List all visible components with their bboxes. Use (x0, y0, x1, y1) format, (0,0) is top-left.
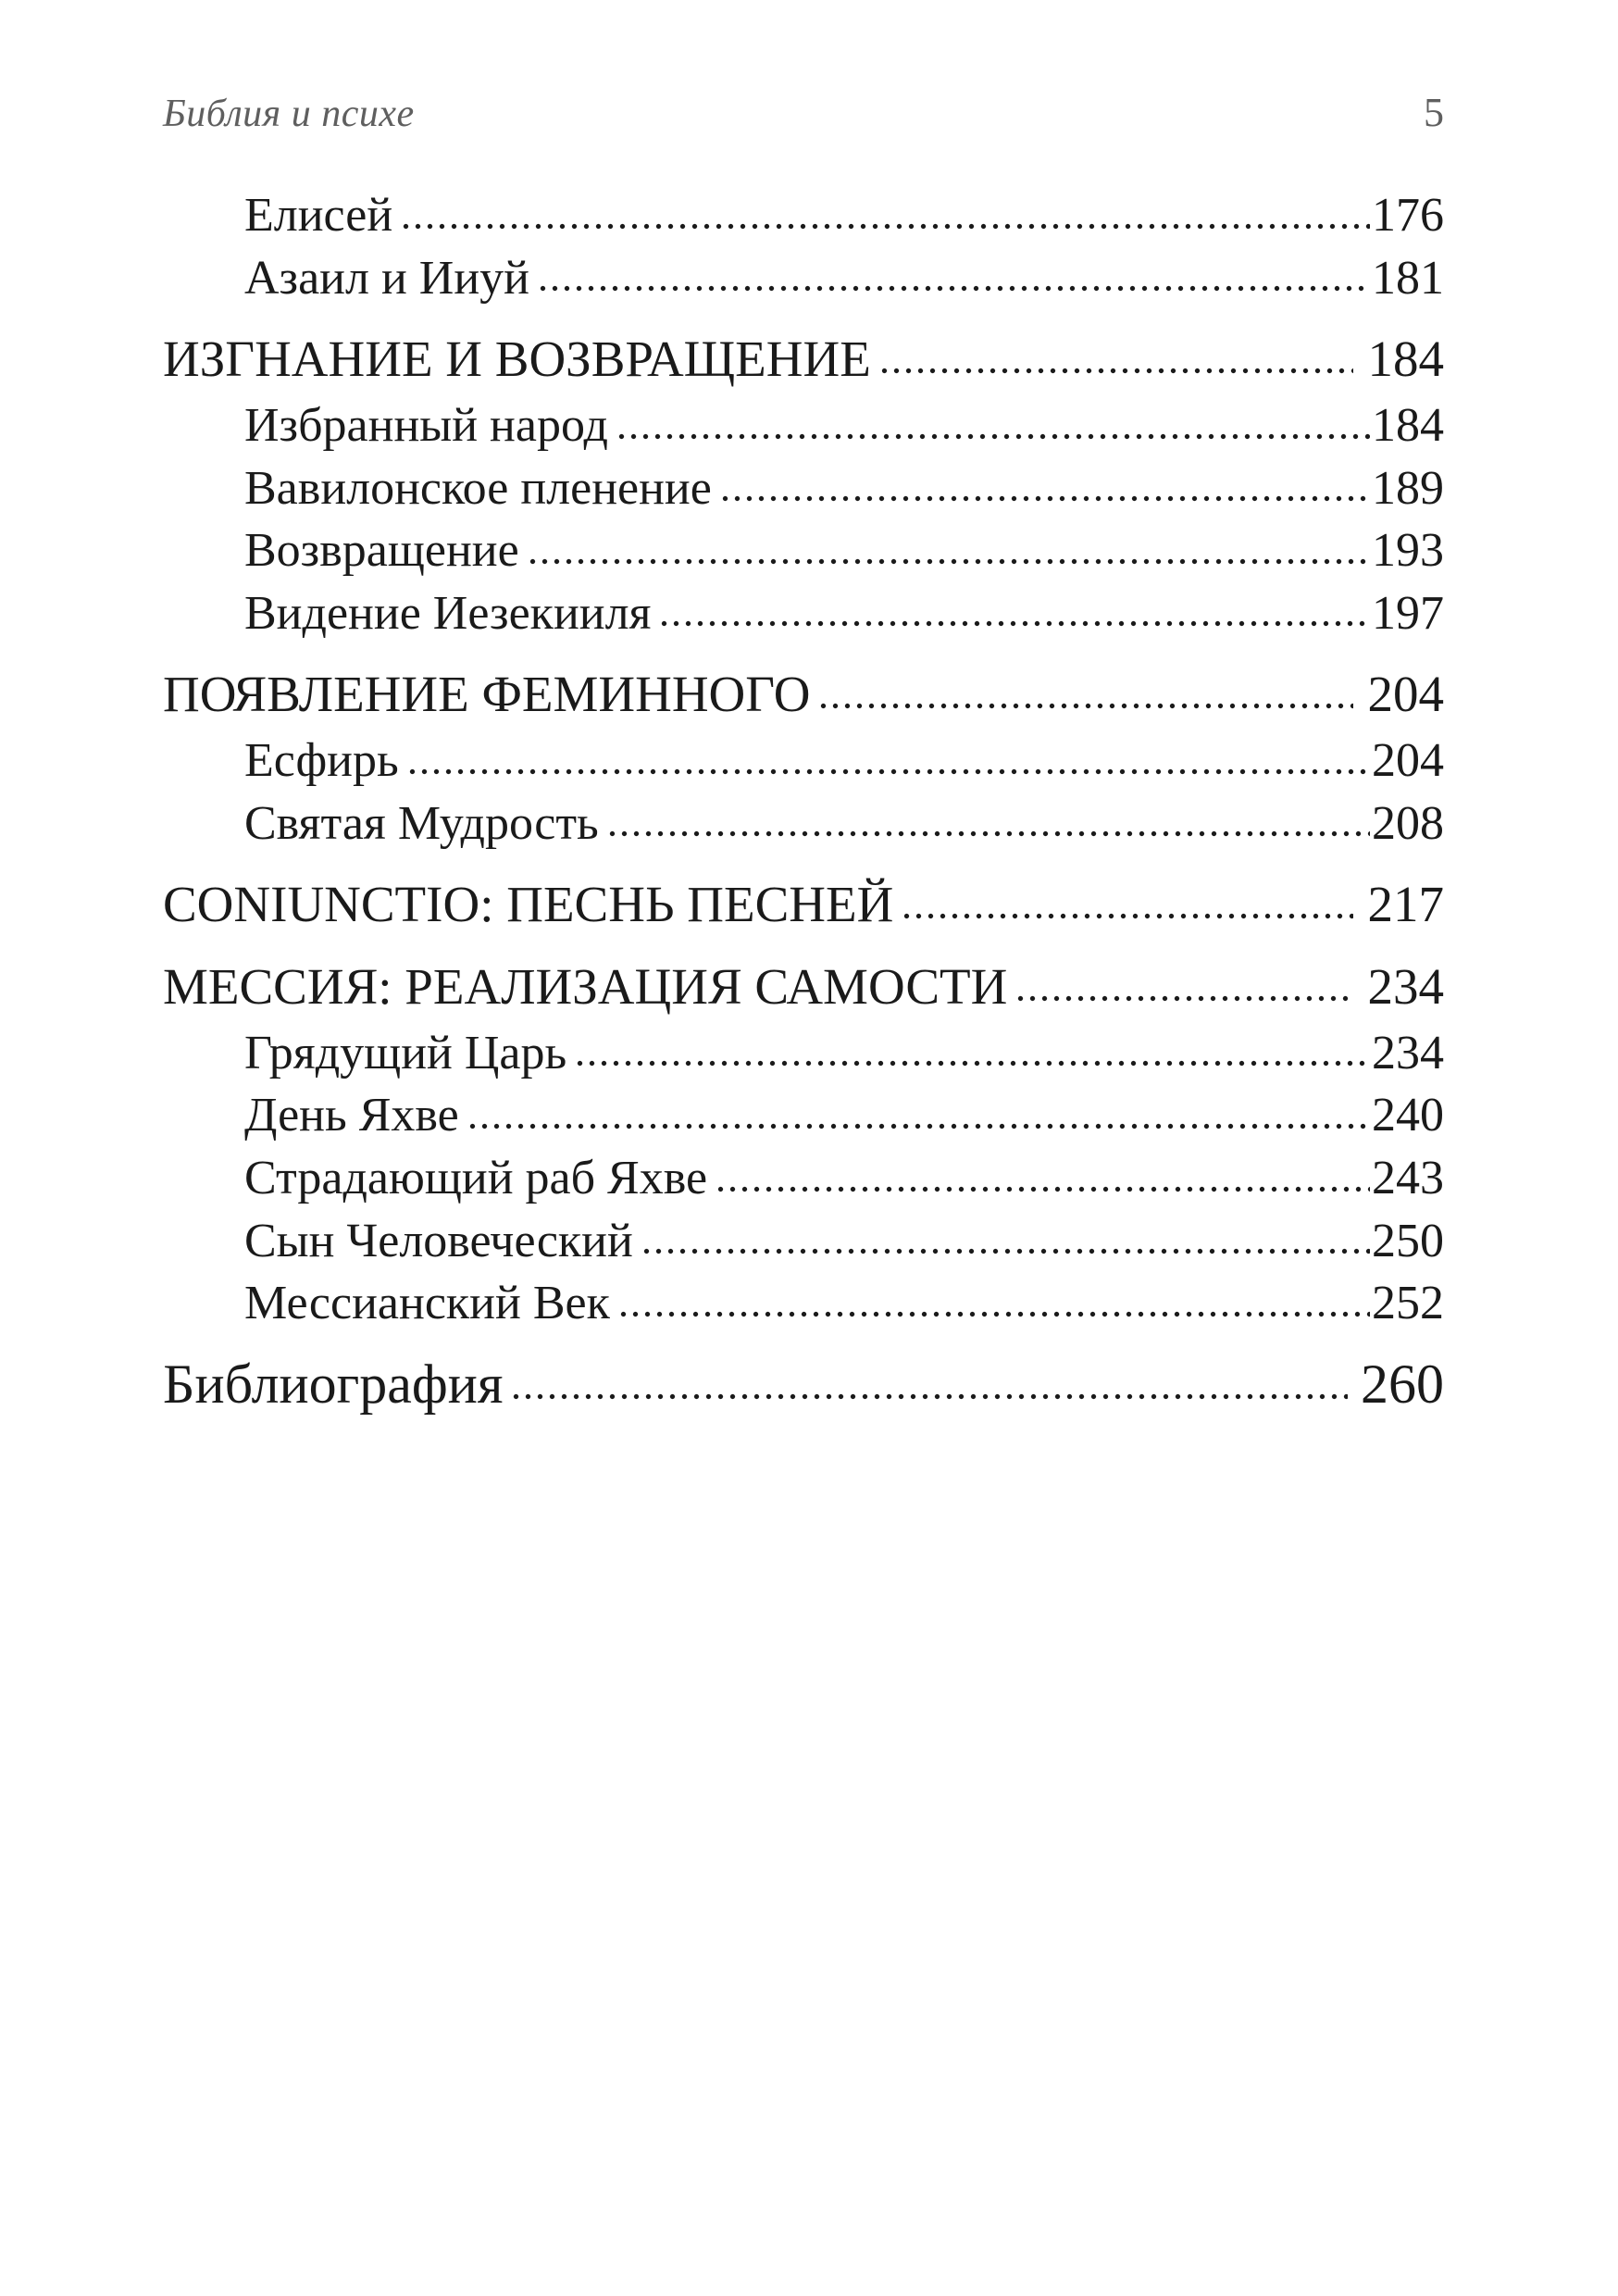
toc-entry-label: Библиография (163, 1353, 504, 1415)
dot-leader (658, 602, 1370, 639)
dot-leader (527, 540, 1370, 577)
toc-entry-page-number: 250 (1372, 1214, 1444, 1267)
toc-entry-page-number: 252 (1372, 1277, 1444, 1330)
toc-entry-label: Мессианский Век (244, 1277, 610, 1330)
dot-leader (1014, 977, 1352, 1014)
toc-entry-label: День Яхве (244, 1089, 459, 1142)
toc-entry-page-number: 204 (1372, 734, 1444, 788)
toc-entry (163, 960, 1444, 1014)
dot-leader (719, 477, 1370, 514)
running-header-title: Библия и психе (163, 93, 415, 135)
toc-entry-page-number: 204 (1367, 666, 1444, 723)
toc-entry-page-number: 184 (1372, 398, 1444, 452)
toc-entry-page-number: 184 (1367, 331, 1444, 388)
toc-entry (163, 1214, 1444, 1267)
toc-entry-label: Избранный народ (244, 398, 608, 452)
toc-entry-label: МЕССИЯ: РЕАЛИЗАЦИЯ САМОСТИ (163, 958, 1008, 1015)
toc-entry (163, 1091, 1444, 1142)
table-of-contents (163, 191, 1444, 1414)
toc-entry-page-number: 197 (1372, 586, 1444, 640)
dot-leader (537, 267, 1370, 304)
dot-leader (641, 1229, 1370, 1267)
toc-entry-label: Страдающий раб Яхве (244, 1151, 708, 1204)
toc-entry-label: Возвращение (244, 524, 519, 578)
toc-entry-label: Сын Человеческий (244, 1214, 633, 1267)
toc-entry-page-number: 181 (1372, 251, 1444, 305)
toc-entry (163, 1355, 1444, 1414)
toc-entry (163, 668, 1444, 721)
toc-entry-label: Видение Иезекииля (244, 586, 652, 640)
toc-entry-label: CONIUNCTIO: ПЕСНЬ ПЕСНЕЙ (163, 876, 894, 933)
toc-entry-label: Вавилонское пленение (244, 461, 712, 515)
running-header-page-number: 5 (1424, 90, 1444, 135)
dot-leader (400, 205, 1370, 242)
toc-entry (163, 191, 1444, 242)
toc-entry-label: Есфирь (244, 734, 399, 788)
toc-entry (163, 1279, 1444, 1329)
dot-leader (616, 415, 1370, 452)
toc-entry-page-number: 189 (1372, 461, 1444, 515)
running-header (163, 90, 1444, 135)
toc-entry (163, 251, 1444, 305)
dot-leader (878, 349, 1353, 386)
toc-entry-page-number: 243 (1372, 1151, 1444, 1204)
toc-entry-page-number: 234 (1372, 1026, 1444, 1079)
toc-entry-page-number: 234 (1367, 958, 1444, 1015)
toc-entry (163, 796, 1444, 850)
toc-entry (163, 1026, 1444, 1079)
dot-leader (406, 750, 1370, 787)
dot-leader (617, 1292, 1370, 1329)
dot-leader (510, 1377, 1348, 1414)
toc-entry-page-number: 217 (1367, 876, 1444, 933)
dot-leader (606, 812, 1370, 849)
toc-entry (163, 332, 1444, 386)
toc-entry-label: Грядущий Царь (244, 1026, 567, 1079)
toc-entry-label: Азаил и Ииуй (244, 251, 529, 305)
toc-entry-page-number: 208 (1372, 796, 1444, 850)
toc-entry-page-number: 176 (1372, 189, 1444, 242)
toc-entry-page-number: 193 (1372, 524, 1444, 578)
toc-entry-page-number: 240 (1372, 1089, 1444, 1142)
dot-leader (467, 1104, 1370, 1142)
toc-entry (163, 526, 1444, 577)
dot-leader (817, 684, 1352, 721)
dot-leader (574, 1042, 1370, 1079)
toc-entry-label: ИЗГНАНИЕ И ВОЗВРАЩЕНИЕ (163, 331, 871, 388)
toc-entry (163, 878, 1444, 931)
dot-leader (901, 894, 1352, 931)
toc-entry-page-number: 260 (1361, 1353, 1444, 1415)
toc-entry-label: ПОЯВЛЕНИЕ ФЕМИННОГО (163, 666, 811, 723)
toc-entry (163, 398, 1444, 452)
dot-leader (715, 1167, 1370, 1204)
toc-entry (163, 586, 1444, 640)
toc-entry-label: Святая Мудрость (244, 796, 599, 850)
toc-entry (163, 461, 1444, 515)
toc-entry-label: Елисей (244, 189, 393, 242)
toc-entry (163, 736, 1444, 787)
toc-entry (163, 1151, 1444, 1204)
